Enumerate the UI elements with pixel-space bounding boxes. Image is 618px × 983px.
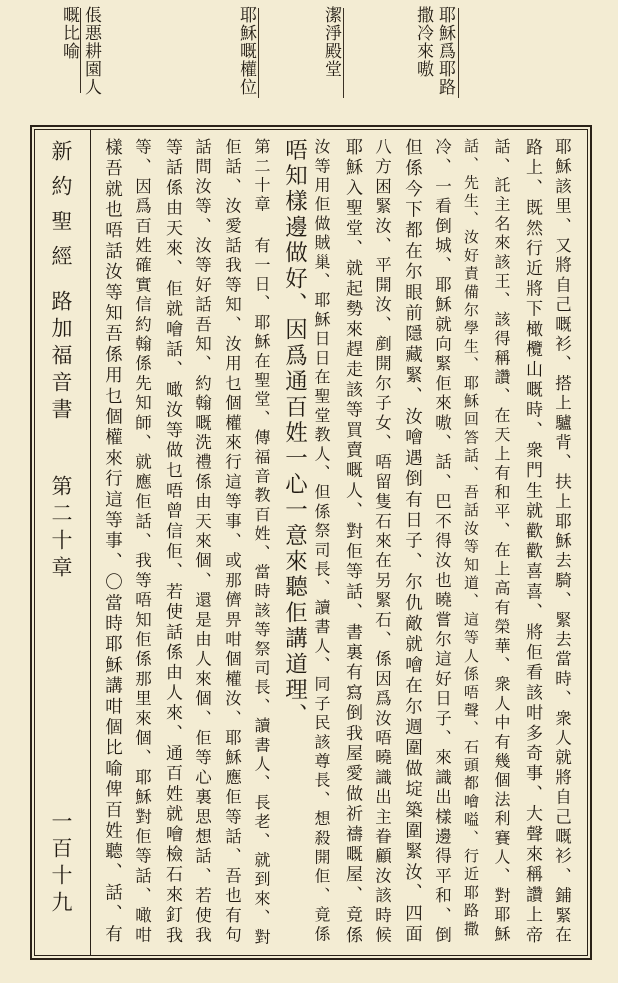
margin-note: 倀悪耕園人	[81, 6, 101, 96]
header-column-rule	[90, 129, 91, 956]
section-title: 路加福音書	[49, 290, 73, 425]
text-column: 等、因爲百姓確實信約翰係先知師、就應佢話、我等唔知佢係那里來個、耶穌對佢等話、噉咁	[132, 138, 152, 946]
text-column: 等話係由天來、佢就噲話、噉汝等做乜唔曾信佢、若使話係由人來、通百姓就噲檢石來釘我	[162, 138, 182, 946]
chapter-start-column: 第二十章 有一日、耶穌在聖堂、傳福音教百姓、當時該等祭司長、讀書人、長老、就到來、對	[252, 138, 271, 948]
text-column: 樣吾就也唔話汝等知吾係用乜個權來行這等事、〇當時耶穌講咁個比喻俾百姓聽、話、有	[102, 138, 123, 946]
margin-note-rule	[343, 8, 344, 98]
text-column: 話、先生、汝好責備尔學生、耶穌回答話、吾話汝等知道、這等人係唔聲、石頭都噲嗌、行近耶路撒	[462, 138, 480, 939]
margin-note-rule	[458, 8, 459, 98]
margin-note: 嘅比喻	[59, 6, 79, 60]
text-column: 佢話、汝愛話我等知、汝用乜個權來行這等事、或那儕畀咁個權汝、耶穌應佢等話、吾也有句	[222, 138, 242, 946]
chapter-label: 第二十章	[49, 475, 73, 583]
text-column: 但係今下都在尔眼前隱藏緊、汝噲遇倒有日子、尔仇敵就噲在尔週圍做埞築圍緊汝、四面	[402, 138, 423, 946]
text-column: 路上、既然行近將下橄欖山嘅時、衆門生就歡歡喜喜、將佢看該咁多奇事、大聲來稱讚上帝	[522, 138, 542, 946]
text-column: 話問汝等、汝等好話吾知、約翰嘅洗禮係由天來個、還是由人來個、佢等心裏思想話、若使我	[192, 138, 212, 946]
text-column: 耶穌該里、又將自己嘅衫、搭上驢背、扶上耶穌去騎、緊去當時、衆人就將自己嘅衫、鋪緊在	[552, 138, 572, 946]
text-column: 八方困緊汝、平開汝、剷開尔子女、唔留隻石來在另緊石、係因爲汝唔曉識出主眷顧汝該時候	[372, 138, 392, 946]
margin-note-rule	[258, 8, 259, 98]
text-column: 耶穌入聖堂、就起勢來趕走該等買賣嘅人、對佢等話、書裏有寫倒我屋愛做祈禱嘅屋、竟係	[342, 138, 362, 946]
book-title: 新約聖經	[49, 140, 73, 280]
margin-note: 耶穌嘅權位	[236, 6, 256, 96]
margin-note-rule	[80, 8, 81, 93]
text-column: 話、託主名來該王、該得稱讚、在天上有和平、在上高有榮華、衆人中有幾個法利賽人、對耶穌	[492, 138, 511, 945]
page-number: 一百十九	[49, 810, 73, 918]
margin-note: 撒冷來嗷	[413, 6, 433, 78]
margin-note: 耶穌爲耶路	[435, 6, 455, 96]
text-column: 冷、一看倒城、耶穌就向緊佢來嗷、話、巴不得汝也曉嘗尔這好日子、來識出樣邊得平和、倒	[432, 138, 452, 946]
text-column: 汝等用佢做賊巢、耶穌日日在聖堂教人、但係祭司長、讀書人、同子民該尊長、想殺開佢、竟係	[312, 138, 331, 945]
text-column: 唔知樣邊做好、因爲通百姓一心一意來聽佢講道理、	[281, 138, 308, 730]
margin-note: 潔淨殿堂	[321, 6, 341, 78]
